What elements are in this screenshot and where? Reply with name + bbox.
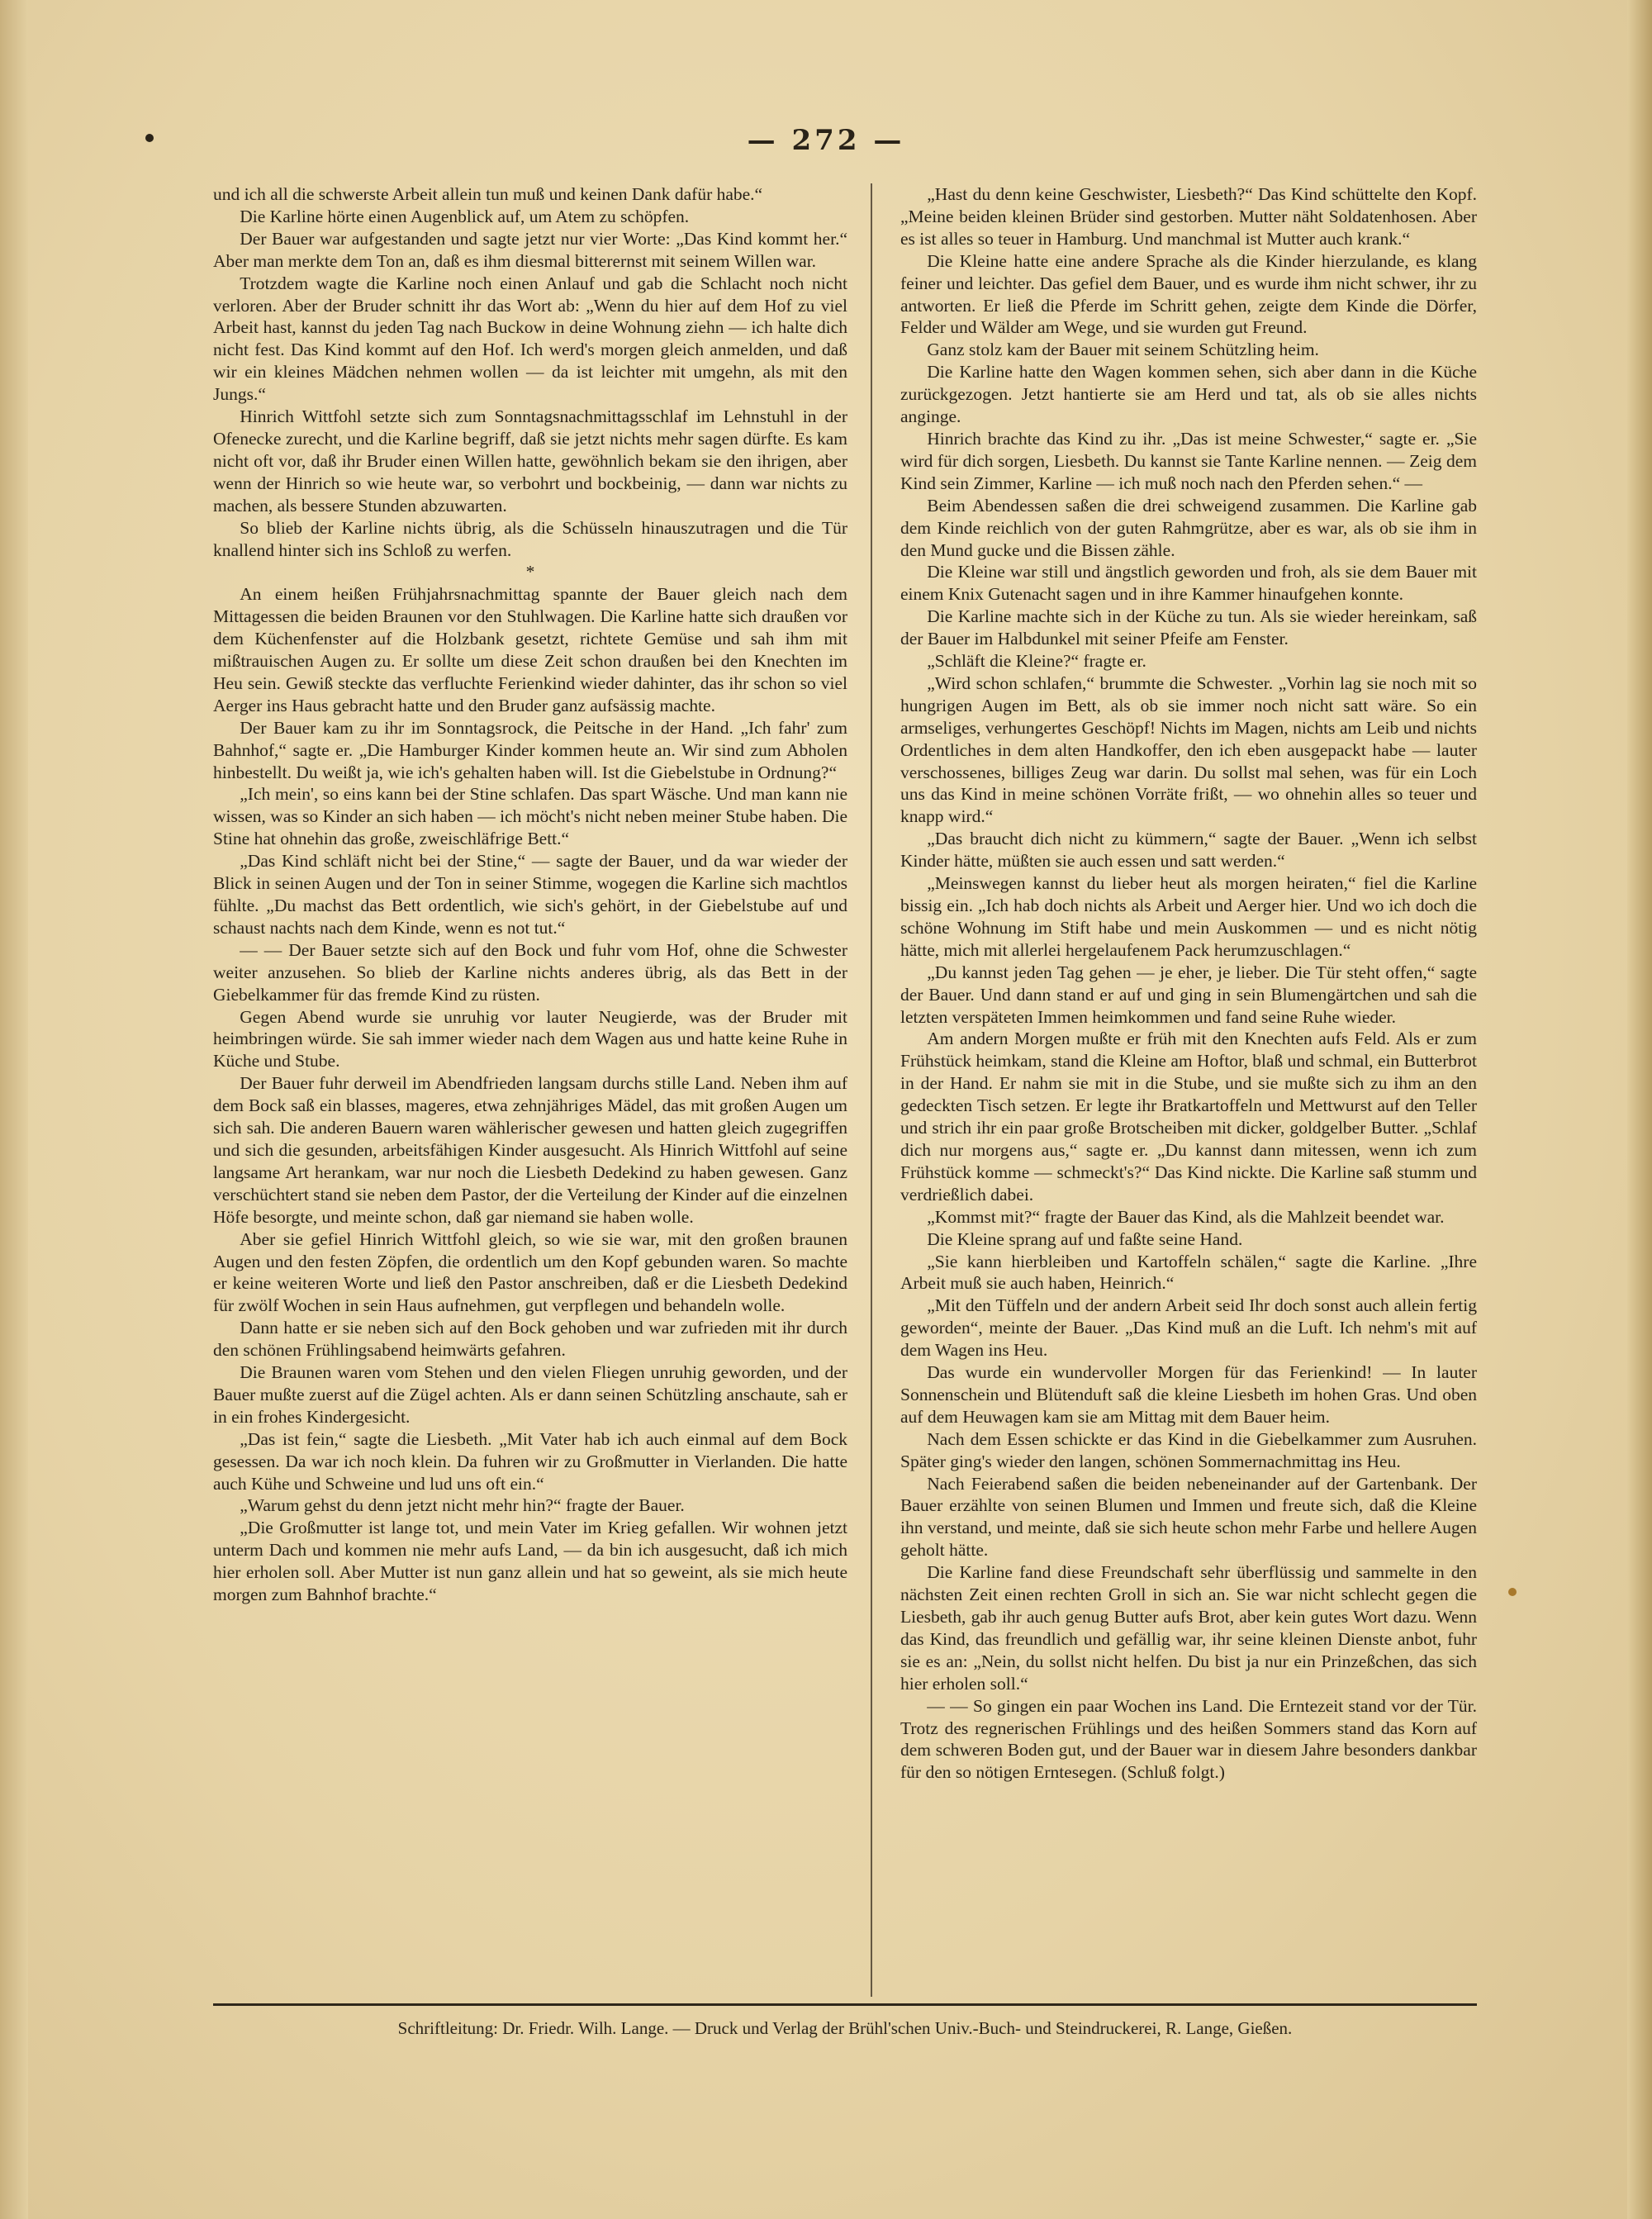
article-paragraph: Die Kleine sprang auf und faßte seine Hand.: [927, 1228, 1243, 1249]
ink-spot: [1508, 1588, 1517, 1596]
article-paragraph: Nach dem Essen schickte er das Kind in die Giebelkammer zum Ausruhen. Später ging's wieder den langen, schönen Sommernachmittag ins Heu.: [900, 1428, 1477, 1471]
article-paragraph: „Das Kind schläft nicht bei der Stine,“ — sagte der Bauer, und da war wieder der Blick in seinen Augen und der Ton in seiner Stimme, wogegen die Karline sich machtlos fühlte. „Du machst das Bett ordentlich, wie sich's gehört, in der Giebelstube auf und schaust nachts nach dem Kinde, wenn es not tut.“: [213, 851, 847, 938]
column-divider: [871, 183, 872, 1997]
article-paragraph: „Mit den Tüffeln und der andern Arbeit seid Ihr doch sonst auch allein fertig geworden“, meinte der Bauer. „Das Kind muß an die Luft. Ich nehm's mit auf dem Wagen ins Heu.: [900, 1295, 1477, 1361]
article-paragraph: „Meinswegen kannst du lieber heut als morgen heiraten,“ fiel die Karline bissig ein. „Ich hab doch nichts als Arbeit und Aerger hier. Und wo ich doch die schöne Wohnung im Stift habe und mein Auskommen — und es nicht nötig hätte, mich mit allerlei hergelaufenem Pack herumzuschlagen.“: [900, 873, 1477, 960]
text-column-right: [900, 183, 1477, 1976]
article-paragraph: „Warum gehst du denn jetzt nicht mehr hin?“ fragte der Bauer.: [240, 1495, 685, 1516]
article-paragraph: „Du kannst jeden Tag gehen — je eher, je lieber. Die Tür steht offen,“ sagte der Bauer. Und dann stand er auf und ging in sein Blumengärtchen und sah die letzten verspäteten Immen heimkommen und fand seine Ruhe wieder.: [900, 962, 1477, 1027]
article-paragraph: Der Bauer fuhr derweil im Abendfrieden langsam durchs stille Land. Neben ihm auf dem Bock saß ein blasses, mageres, etwa zehnjähriges Mädel, das mit großen Augen um sich sah. Die anderen Bauern waren wählerischer gewesen und hatten gleich zugegriffen und sich die gesunden, arbeitsfähigen Kinder ausgesucht. Als Hinrich Wittfohl auf seine langsame Art herankam, war nur noch die Liesbeth Dedekind zu haben gewesen. Ganz verschüchtert stand sie neben dem Pastor, der die Verteilung der Kinder auf die einzelnen Höfe besorgte, und meinte schon, daß gar niemand sie haben wolle.: [213, 1073, 847, 1227]
article-paragraph: „Das ist fein,“ sagte die Liesbeth. „Mit Vater hab ich auch einmal auf dem Bock gesessen. Da war ich noch klein. Da fuhren wir zu Großmutter in Vierlanden. Die hatte auch Kühe und Schweine und lud uns oft ein.“: [213, 1428, 847, 1494]
article-paragraph: *: [525, 562, 535, 582]
article-paragraph: Dann hatte er sie neben sich auf den Bock gehoben und war zufrieden mit ihr durch den schönen Frühlingsabend heimwärts gefahren.: [213, 1318, 847, 1361]
article-paragraph: Hinrich Wittfohl setzte sich zum Sonntagsnachmittagsschlaf im Lehnstuhl in der Ofenecke zurecht, und die Karline begriff, daß sie jetzt nichts mehr sagen dürfte. Es kam nicht oft vor, daß ihr Bruder einen Willen hatte, gewöhnlich bekam sie den ihrigen, aber wenn der Hinrich so wie heute war, so verbohrt und bockbeinig, — dann war nichts zu machen, als bessere Stunden abzuwarten.: [213, 406, 847, 516]
article-paragraph: So blieb der Karline nichts übrig, als die Schüsseln hinauszutragen und die Tür knallend hinter sich ins Schloß zu werfen.: [213, 517, 847, 560]
page-edge-right: [1627, 0, 1652, 2219]
article-paragraph: Die Kleine war still und ängstlich geworden und froh, als sie dem Bauer mit einem Knix Gutenacht sagen und in ihre Kammer hinaufgehen konnte.: [900, 562, 1477, 605]
imprint-line: Schriftleitung: Dr. Friedr. Wilh. Lange. — Druck und Verlag der Brühl'schen Univ.-Buch- und Steindruckerei, R. Lange, Gießen.: [397, 2018, 1293, 2038]
article-paragraph: „Das braucht dich nicht zu kümmern,“ sagte der Bauer. „Wenn ich selbst Kinder hätte, müßten sie auch essen und satt werden.“: [900, 829, 1477, 872]
article-paragraph: Gegen Abend wurde sie unruhig vor lauter Neugierde, was der Bruder mit heimbringen würde. Sie sah immer wieder nach dem Wagen aus und hatte keine Ruhe in Küche und Stube.: [213, 1006, 847, 1071]
article-paragraph: Die Karline machte sich in der Küche zu tun. Als sie wieder hereinkam, saß der Bauer im Halbdunkel mit seiner Pfeife am Fenster.: [900, 606, 1477, 649]
article-paragraph: und ich all die schwerste Arbeit allein tun muß und keinen Dank dafür habe.“: [213, 184, 763, 204]
article-paragraph: „Kommst mit?“ fragte der Bauer das Kind, als die Mahlzeit beendet war.: [927, 1206, 1445, 1227]
article-paragraph: „Ich mein', so eins kann bei der Stine schlafen. Das spart Wäsche. Und man kann nie wissen, was so Kinder an sich haben — ich möcht's nicht neben meiner Stube haben. Die Stine hat ohnehin das große, zweischläfrige Bett.“: [213, 784, 847, 849]
article-paragraph: Am andern Morgen mußte er früh mit den Knechten aufs Feld. Als er zum Frühstück heimkam, stand die Kleine am Hoftor, blaß und schmal, ein Butterbrot in der Hand. Er nahm sie mit in die Stube, und sie mußte sich zu ihm an den gedeckten Tisch setzen. Er legte ihr Bratkartoffeln und Mettwurst auf den Teller und strich ihr ein paar große Brotscheiben mit dicker, goldgelber Butter. „Schlaf dich nur morgens aus,“ sagte er. „Du kannst dann mitessen, wenn ich zum Frühstück komme — schmeckt's?“ Das Kind nickte. Die Karline saß stumm und verdrießlich dabei.: [900, 1029, 1477, 1205]
article-paragraph: Das wurde ein wundervoller Morgen für das Ferienkind! — In lauter Sonnenschein und Blütenduft saß die kleine Liesbeth im hohen Gras. Und oben auf dem Heuwagen kam sie am Mittag mit dem Bauer heim.: [900, 1362, 1477, 1427]
article-paragraph: „Hast du denn keine Geschwister, Liesbeth?“ Das Kind schüttelte den Kopf. „Meine beiden kleinen Brüder sind gestorben. Mutter näht Soldatenhosen. Aber es ist alles so teuer in Hamburg. Und manchmal ist Mutter auch krank.“: [900, 184, 1477, 249]
article-paragraph: — — Der Bauer setzte sich auf den Bock und fuhr vom Hof, ohne die Schwester weiter anzusehen. So blieb der Karline nichts anderes übrig, als das Bett in der Giebelkammer für das fremde Kind zu rüsten.: [213, 939, 847, 1005]
article-paragraph: Die Braunen waren vom Stehen und den vielen Fliegen unruhig geworden, und der Bauer mußte zuerst auf die Zügel achten. Als er dann seinen Schützling anschaute, sah er in ein frohes Kindergesicht.: [213, 1362, 847, 1427]
article-paragraph: „Die Großmutter ist lange tot, und mein Vater im Krieg gefallen. Wir wohnen jetzt unterm Dach und kommen nie mehr aufs Land, — da bin ich ausgesucht, daß ich mich hier erholen soll. Aber Mutter ist nun ganz allein und hat so geweint, als sie mich heute morgen zum Bahnhof brachte.“: [213, 1518, 847, 1605]
article-paragraph: Aber sie gefiel Hinrich Wittfohl gleich, so wie sie war, mit den großen braunen Augen und den festen Zöpfen, die ordentlich um den Kopf gebunden waren. So machte er keine weiteren Worte und ließ den Pastor anschreiben, daß er die Liesbeth Dedekind für zwölf Wochen in sein Haus aufnehmen, gut verpflegen und behandeln wolle.: [213, 1228, 847, 1316]
article-paragraph: Ganz stolz kam der Bauer mit seinem Schützling heim.: [927, 340, 1319, 360]
article-paragraph: Trotzdem wagte die Karline noch einen Anlauf und gab die Schlacht noch nicht verloren. Aber der Bruder schnitt ihr das Wort ab: „Wenn du hier auf dem Hof zu viel Arbeit hast, kannst du jeden Tag nach Buckow in deine Wohnung ziehn — ich halte dich nicht fest. Das Kind kommt auf den Hof. Ich werd's morgen gleich anmelden, und daß wir ein kleines Mädchen nehmen wollen — da ist leichter mit umgehn, als mit den Jungs.“: [213, 273, 847, 405]
article-paragraph: „Schläft die Kleine?“ fragte er.: [927, 651, 1146, 672]
page-edge-left: [0, 0, 28, 2219]
article-paragraph: Die Karline hörte einen Augenblick auf, um Atem zu schöpfen.: [240, 206, 690, 226]
article-paragraph: Beim Abendessen saßen die drei schweigend zusammen. Die Karline gab dem Kinde reichlich von der guten Rahmgrütze, aber es war, als ob sie ihm in den Mund gucke und die Bissen zähle.: [900, 495, 1477, 560]
article-paragraph: „Sie kann hierbleiben und Kartoffeln schälen,“ sagte die Karline. „Ihre Arbeit muß sie auch haben, Heinrich.“: [900, 1251, 1477, 1294]
footer-rule: [213, 2003, 1477, 2006]
article-paragraph: Der Bauer kam zu ihr im Sonntagsrock, die Peitsche in der Hand. „Ich fahr' zum Bahnhof,“ sagte er. „Die Hamburger Kinder kommen heute an. Wir sind zum Abholen hinbestellt. Du weißt ja, wie ich's gehalten haben will. Ist die Giebelstube in Ordnung?“: [213, 717, 847, 782]
article-paragraph: — — So gingen ein paar Wochen ins Land. Die Erntezeit stand vor der Tür. Trotz des regnerischen Frühlings und des heißen Sommers stand das Korn auf dem schweren Boden gut, und der Bauer war in diesem Jahre besonders dankbar für den so nötigen Erntesegen. (Schluß folgt.): [900, 1695, 1477, 1783]
article-paragraph: Die Karline hatte den Wagen kommen sehen, sich aber dann in die Küche zurückgezogen. Jetzt hantierte sie am Herd und tat, als ob sie alles nichts anginge.: [900, 362, 1477, 427]
article-paragraph: Nach Feierabend saßen die beiden nebeneinander auf der Gartenbank. Der Bauer erzählte von seinen Blumen und Immen und freute sich, daß die Kleine ihn verstand, und meinte, daß sie sich heute schon mehr Farbe und hellere Augen geholt hätte.: [900, 1473, 1477, 1561]
article-paragraph: „Wird schon schlafen,“ brummte die Schwester. „Vorhin lag sie noch mit so hungrigen Augen im Bett, als ob sie immer noch nicht satt wäre. So ein armseliges, verhungertes Geschöpf! Nichts im Magen, nichts am Leib und nichts Ordentliches in dem alten Handkoffer, den ich eben ausgepackt habe — lauter verschossenes, billiges Zeug war darin. Du sollst mal sehen, was für ein Loch uns das Kind in meine schönen Vorräte frißt, — wo ohnehin alles so teuer und knapp wird.“: [900, 672, 1477, 827]
page-number: — 272 —: [747, 124, 905, 157]
text-column-left: [213, 183, 847, 1976]
article-paragraph: Die Kleine hatte eine andere Sprache als die Kinder hierzulande, es klang feiner und leichter. Das gefiel dem Bauer, und es wurde ihm nicht schwer, ihr zu antworten. Er ließ die Pferde im Schritt gehen, zeigte dem Kinde die Dörfer, Felder und Wälder am Wege, und sie wurden gut Freund.: [900, 250, 1477, 338]
article-paragraph: Hinrich brachte das Kind zu ihr. „Das ist meine Schwester,“ sagte er. „Sie wird für dich sorgen, Liesbeth. Du kannst sie Tante Karline nennen. — Zeig dem Kind sein Zimmer, Karline — ich muß noch nach den Pferden sehen.“ —: [900, 428, 1477, 493]
article-paragraph: Die Karline fand diese Freundschaft sehr überflüssig und sammelte in den nächsten Zeit einen rechten Groll in sich an. Sie war nicht schlecht gegen die Liesbeth, gab ihr auch genug Butter aufs Brot, aber kein gutes Wort dazu. Wenn das Kind, das freundlich und gefällig war, ihr seine kleinen Dienste anbot, fuhr sie es an: „Nein, du sollst nicht helfen. Du bist ja nur ein Prinzeßchen, das sich hier erholen soll.“: [900, 1562, 1477, 1694]
article-paragraph: An einem heißen Frühjahrsnachmittag spannte der Bauer gleich nach dem Mittagessen die beiden Braunen vor den Stuhlwagen. Die Karline hatte sich draußen vor dem Küchenfenster auf die Holzbank gesetzt, richtete Gemüse und sah ihm mit mißtrauischen Augen zu. Er sollte um diese Zeit schon draußen bei den Knechten im Heu sein. Gewiß steckte das verfluchte Ferienkind wieder dahinter, das ihr schon so viel Aerger ins Haus gebracht hatte und den Bruder ganz aufsässig machte.: [213, 584, 847, 715]
article-paragraph: Der Bauer war aufgestanden und sagte jetzt nur vier Worte: „Das Kind kommt her.“ Aber man merkte dem Ton an, daß es ihm diesmal bitterernst mit seinem Willen war.: [213, 228, 847, 271]
